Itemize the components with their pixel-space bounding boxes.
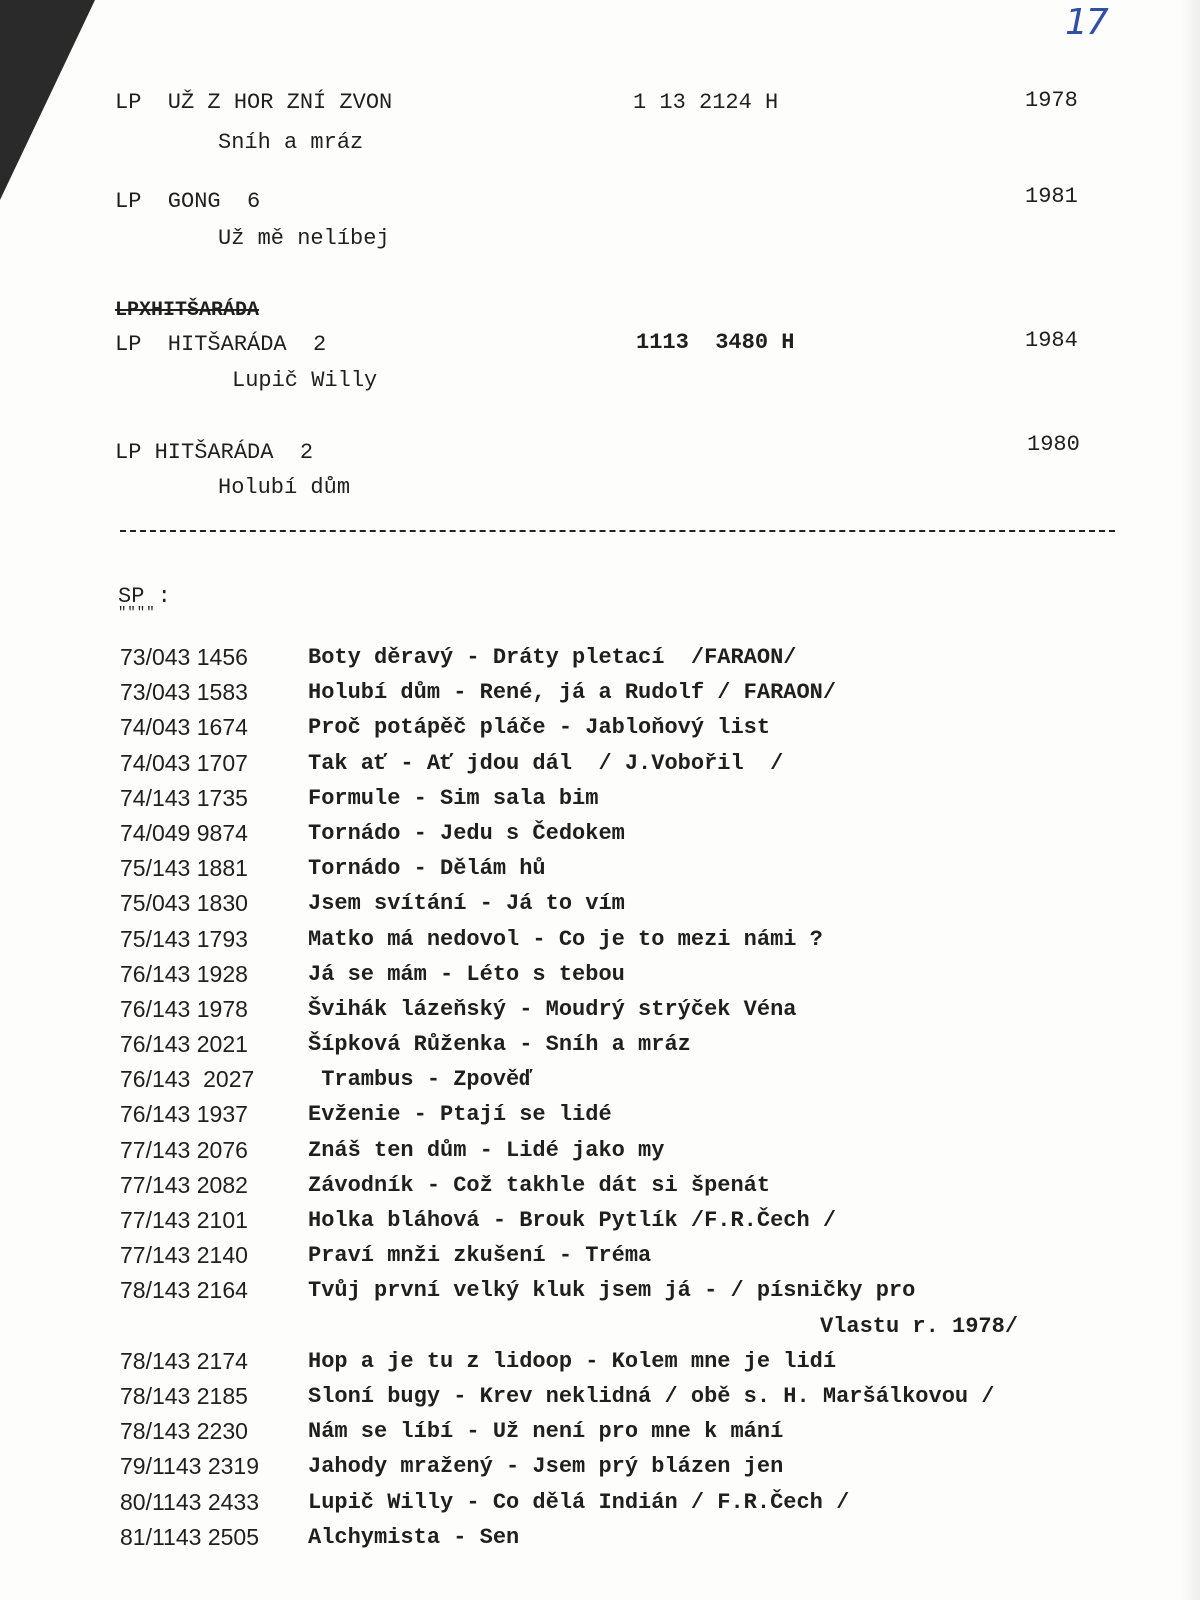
scan-shadow-corner (0, 0, 95, 200)
lp-entry-1-catalog: 1 13 2124 H (633, 90, 779, 115)
single-catalog-code: 78/143 2174 (120, 1347, 248, 1374)
single-catalog-code: 80/1143 2433 (120, 1488, 259, 1515)
single-titles: Nám se líbí - Už není pro mne k mání (308, 1419, 784, 1445)
single-entry (120, 781, 1120, 816)
single-entry (120, 816, 1120, 851)
single-entry (120, 675, 1120, 710)
single-catalog-code: 77/143 2101 (120, 1207, 248, 1233)
single-titles: Proč potápěč pláče - Jabloňový list (308, 715, 771, 741)
lp-entry-3-year: 1984 (1025, 328, 1078, 353)
single-entry (120, 1133, 1120, 1168)
single-titles: Já se mám - Léto s tebou (308, 961, 625, 987)
single-catalog-code: 76/143 2021 (120, 1031, 248, 1058)
single-entry (120, 1168, 1120, 1203)
single-entry (120, 922, 1120, 957)
single-catalog-code: 74/043 1674 (120, 714, 248, 741)
single-entry (120, 1344, 1120, 1379)
single-titles: Tornádo - Dělám hů (308, 856, 546, 882)
scan-shadow-edge (1180, 0, 1200, 1600)
single-titles: Sloní bugy - Krev neklidná / obě s. H. Maršálkovou / (308, 1383, 995, 1409)
lp-entry-1-song: Sníh a mráz (218, 130, 364, 155)
single-catalog-code: 77/143 2082 (120, 1171, 248, 1198)
single-titles: Znáš ten dům - Lidé jako my (308, 1137, 665, 1163)
handwritten-page-number: 17 (1065, 2, 1107, 43)
single-entry (120, 1062, 1120, 1097)
single-catalog-code: 78/143 2230 (120, 1418, 248, 1445)
single-entry (120, 957, 1120, 992)
single-catalog-code: 73/043 1583 (120, 679, 248, 706)
single-entry (120, 1273, 1120, 1308)
single-catalog-code: 81/1143 2505 (120, 1523, 259, 1550)
single-titles: Šípková Růženka - Sníh a mráz (308, 1032, 691, 1058)
lp-entry-1-year: 1978 (1025, 88, 1078, 113)
single-entry (120, 886, 1120, 921)
single-entry (120, 1027, 1120, 1062)
lp-entry-3-song: Lupič Willy (232, 368, 378, 393)
single-catalog-code: 76/143 2027 (120, 1066, 255, 1093)
single-catalog-code: 76/143 1928 (120, 960, 248, 987)
singles-list (120, 640, 1120, 1555)
single-entry (120, 1485, 1120, 1520)
single-catalog-code: 76/143 1978 (120, 995, 248, 1022)
single-entry (120, 1097, 1120, 1132)
lp-entry-2-title: LP GONG 6 (115, 189, 261, 214)
single-catalog-code: 75/143 1793 (120, 925, 248, 952)
sp-heading: SP : (118, 584, 171, 609)
lp-entry-2-year: 1981 (1025, 184, 1078, 209)
single-catalog-code: 74/143 1735 (120, 784, 248, 811)
single-entry (120, 1238, 1120, 1273)
single-titles: Praví mnži zkušení - Tréma (308, 1243, 652, 1269)
single-catalog-code: 78/143 2185 (120, 1382, 248, 1409)
single-titles: Matko má nedovol - Co je to mezi námi ? (308, 926, 823, 952)
single-titles: Vlastu r. 1978/ (820, 1313, 1019, 1339)
single-titles: Trambus - Zpověď (308, 1067, 533, 1093)
single-catalog-code: 75/143 1881 (120, 855, 248, 882)
single-catalog-code: 74/043 1707 (120, 749, 248, 776)
single-catalog-code: 78/143 2164 (120, 1277, 248, 1304)
single-titles: Tvůj první velký kluk jsem já - / písničky pro (308, 1278, 916, 1304)
single-entry (120, 640, 1120, 675)
single-entry (120, 1449, 1120, 1484)
single-titles: Evženie - Ptají se lidé (308, 1102, 612, 1128)
single-catalog-code: 77/143 2140 (120, 1242, 248, 1269)
single-catalog-code: 74/049 9874 (120, 819, 248, 846)
sp-heading-underline: """" (118, 605, 156, 621)
lp-entry-4-song: Holubí dům (218, 475, 351, 500)
lp-entry-4-title: LP HITŠARÁDA 2 (115, 440, 314, 465)
lp-entry-2-song: Už mě nelíbej (218, 226, 390, 251)
single-entry (120, 1414, 1120, 1449)
lp-entry-3-title: LP HITŠARÁDA 2 (115, 332, 327, 357)
struck-heading: LPXHITŠARÁDA (115, 299, 260, 322)
single-entry (120, 1203, 1120, 1238)
single-entry (120, 851, 1120, 886)
single-titles: Boty děravý - Dráty pletací /FARAON/ (308, 645, 797, 670)
single-titles: Holka bláhová - Brouk Pytlík /F.R.Čech / (308, 1208, 837, 1233)
single-catalog-code: 75/043 1830 (120, 890, 248, 917)
single-titles: Holubí dům - René, já a Rudolf / FARAON/ (308, 680, 837, 706)
single-entry (120, 1520, 1120, 1555)
single-titles: Alchymista - Sen (308, 1524, 520, 1550)
single-entry (120, 710, 1120, 745)
single-entry-continuation (120, 1309, 1120, 1344)
single-titles: Jahody mražený - Jsem prý blázen jen (308, 1454, 784, 1480)
single-catalog-code: 77/143 2076 (120, 1136, 248, 1163)
single-catalog-code: 79/1143 2319 (120, 1453, 259, 1480)
lp-entry-4-year: 1980 (1027, 432, 1080, 457)
lp-entry-1-title: LP UŽ Z HOR ZNÍ ZVON (115, 90, 393, 115)
single-entry (120, 746, 1120, 781)
single-titles: Švihák lázeňský - Moudrý strýček Véna (308, 996, 797, 1022)
single-catalog-code: 76/143 1937 (120, 1101, 248, 1128)
single-titles: Formule - Sim sala bim (308, 785, 599, 811)
single-titles: Tak ať - Ať jdou dál / J.Vobořil / (308, 750, 784, 776)
lp-entry-3-catalog: 1113 3480 H (636, 330, 795, 355)
single-titles: Jsem svítání - Já to vím (308, 891, 625, 917)
single-titles: Hop a je tu z lidoop - Kolem mne je lidí (308, 1348, 837, 1374)
dashed-divider (120, 530, 1115, 532)
single-titles: Závodník - Což takhle dát si špenát (308, 1172, 771, 1198)
single-titles: Tornádo - Jedu s Čedokem (308, 820, 625, 846)
single-entry (120, 992, 1120, 1027)
single-entry (120, 1379, 1120, 1414)
single-titles: Lupič Willy - Co dělá Indián / F.R.Čech / (308, 1489, 850, 1515)
single-catalog-code: 73/043 1456 (120, 644, 248, 670)
